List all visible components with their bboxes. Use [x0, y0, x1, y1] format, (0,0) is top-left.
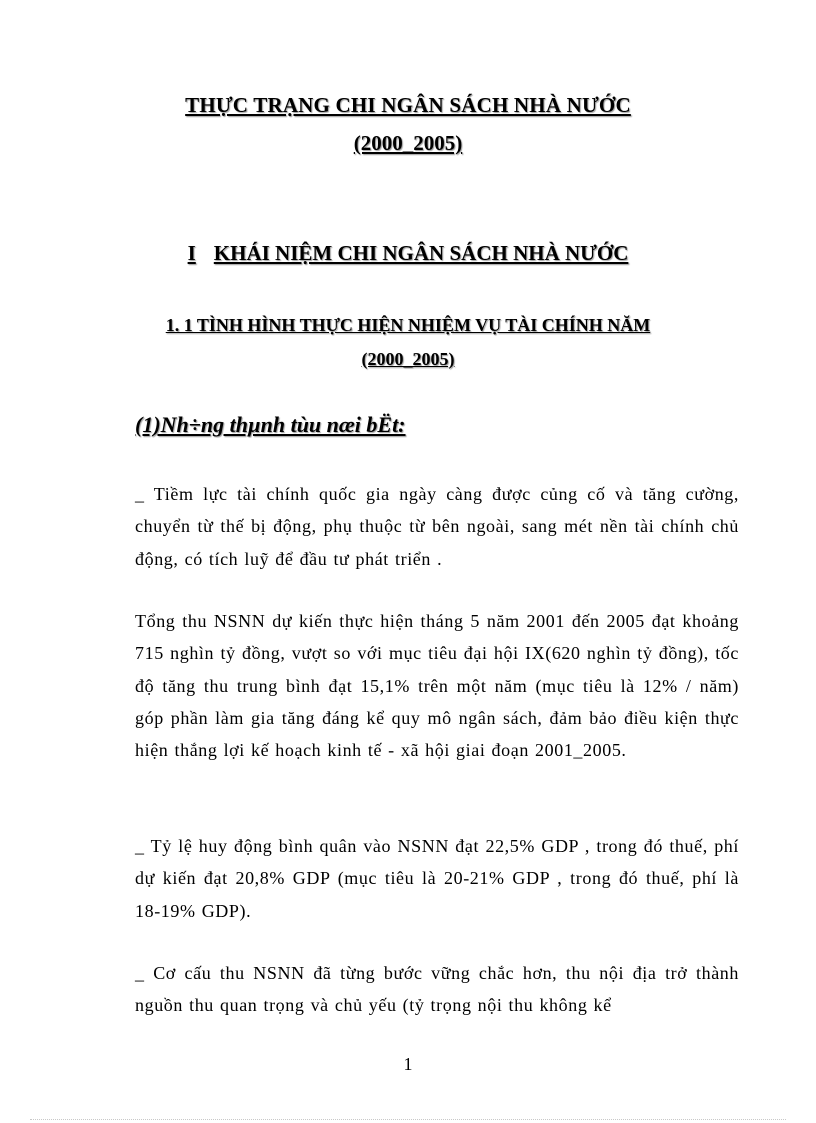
subsection-heading: 1. 1 TÌNH HÌNH THỰC HIỆN NHIỆM VỤ TÀI CHÍNH NĂM: [165, 315, 651, 335]
body-paragraph: _ Tiềm lực tài chính quốc gia ngày càng được củng cố và tăng cường, chuyển từ thế bị động, phụ thuộc từ bên ngoài, sang mét nền tài chính chủ động, có tích luỹ để đầu tư phát triển .: [135, 484, 739, 569]
document-title: THỰC TRẠNG CHI NGÂN SÁCH NHÀ NƯỚC: [185, 93, 631, 117]
section-heading: [0, 241, 816, 266]
achievements-heading: (1)Nh÷ng thµnh tùu næi bËt:: [135, 412, 406, 437]
body-paragraph: _ Cơ cấu thu NSNN đã từng bước vững chắc hơn, thu nội địa trở thành nguồn thu quan trọng và chủ yếu (tỷ trọng nội thu không kể: [135, 963, 739, 1016]
body-paragraph: Tổng thu NSNN dự kiến thực hiện tháng 5 năm 2001 đến 2005 đạt khoảng 715 nghìn tỷ đồng, vượt so với mục tiêu đại hội IX(620 nghìn tỷ đồng), tốc độ tăng thu trung bình đạt 15,1% trên một năm (mục tiêu là 12% / năm) góp phần làm gia tăng đáng kể quy mô ngân sách, đảm bảo điều kiện thực hiện thắng lợi kế hoạch kinh tế - xã hội giai đoạn 2001_2005.: [135, 611, 739, 761]
subsection-heading-years: (2000_2005): [361, 349, 455, 369]
section-number: I: [187, 241, 196, 265]
section-title: KHÁI NIỆM CHI NGÂN SÁCH NHÀ NƯỚC: [213, 241, 629, 265]
page-bottom-divider: [30, 1119, 786, 1120]
document-title-years: (2000_2005): [353, 131, 463, 155]
page-number: 1: [403, 1054, 413, 1074]
body-paragraph: _ Tỷ lệ huy động bình quân vào NSNN đạt 22,5% GDP , trong đó thuế, phí dự kiến đạt 20,8% GDP (mục tiêu là 20-21% GDP , trong đó thuế, phí là 18-19% GDP).: [135, 836, 739, 921]
